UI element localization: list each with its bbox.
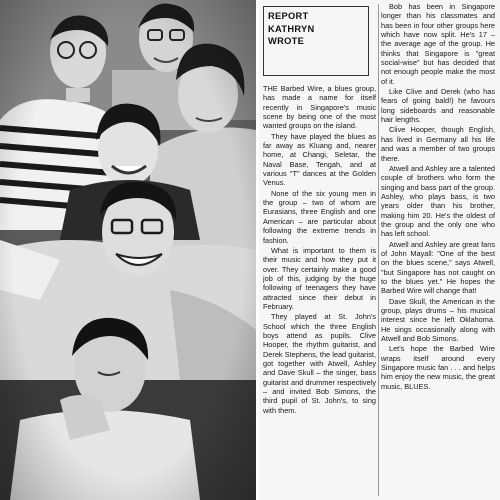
paragraph: They have played the blues as far away as Kluang and, nearer home, at Changi, Seletar, the Naval Base, Tengah, and at various "T" dances at the Golden Venus. — [263, 131, 376, 188]
column-rule — [378, 4, 379, 496]
paragraph: THE Barbed Wire, a blues group, has made a name for itself recently in Singapore's music scene by being one of the most wanted groups on the island. — [263, 84, 376, 131]
paragraph: Clive Hooper, though English, has lived in Germany all his life and was a member of two groups there. — [381, 125, 495, 163]
article-column-right — [381, 2, 495, 496]
article-column-left — [263, 6, 376, 496]
paragraph: Let's hope the Barbed Wire wraps itself around every Singapore music fan . . . and helps him enjoy the new music, the great music, BLUES. — [381, 344, 495, 391]
paragraph: What is important to them is their music and how they put it over. They certainly make a good job of this, judging by the huge following of teenagers they have attracted since their debut in February. — [263, 245, 376, 311]
paragraph: Bob has been in Singapore longer than his classmates and has been in four other groups here which have now split. He's 17 – the average age of the group. He thinks that Singapore is "great social-wise" but has decided that not enough people make the most of it. — [381, 2, 495, 86]
article — [259, 0, 500, 500]
paragraph: Atwell and Ashley are great fans of John Mayall: "One of the best on the blues scene," says Atwell, "but Singapore has not caught on to the blues yet." He hopes the Barbed Wire will change that! — [381, 239, 495, 296]
paragraph: None of the six young men in the group – two of whom are Eurasians, three English and one American – are particular about following the extreme trends in fashion. — [263, 188, 376, 245]
headline: REPORT KATHRYN WROTE — [268, 11, 315, 46]
paragraph: Like Clive and Derek (who has fears of going bald!) he favours long sideboards and reasonable hair lengths. — [381, 87, 495, 125]
paragraph: Atwell and Ashley are a talented couple of brothers who form the singing and bass part of the group. Ashley, who plays bass, is two years older than his brother, making him 20. He's the oldest of the group and the only one who has left school. — [381, 163, 495, 239]
paragraph: Dave Skull, the American in the group, plays drums – his musical interest since he left Oklahoma. He sings occasionally along with Atwell and Bob Simons. — [381, 296, 495, 344]
headline-box — [263, 6, 369, 76]
paragraph: They played at St. John's School which the three English boys attend as pupils. Clive Hooper, the rhythm guitarist, and Derek Stephens, the lead guitarist, got together with Atwell, Ashley and Dave Skull – the singer, bass guitarist and drummer respectively – and invited Bob Simons, the third pupil of St. John's, to sing with them. — [263, 312, 376, 415]
